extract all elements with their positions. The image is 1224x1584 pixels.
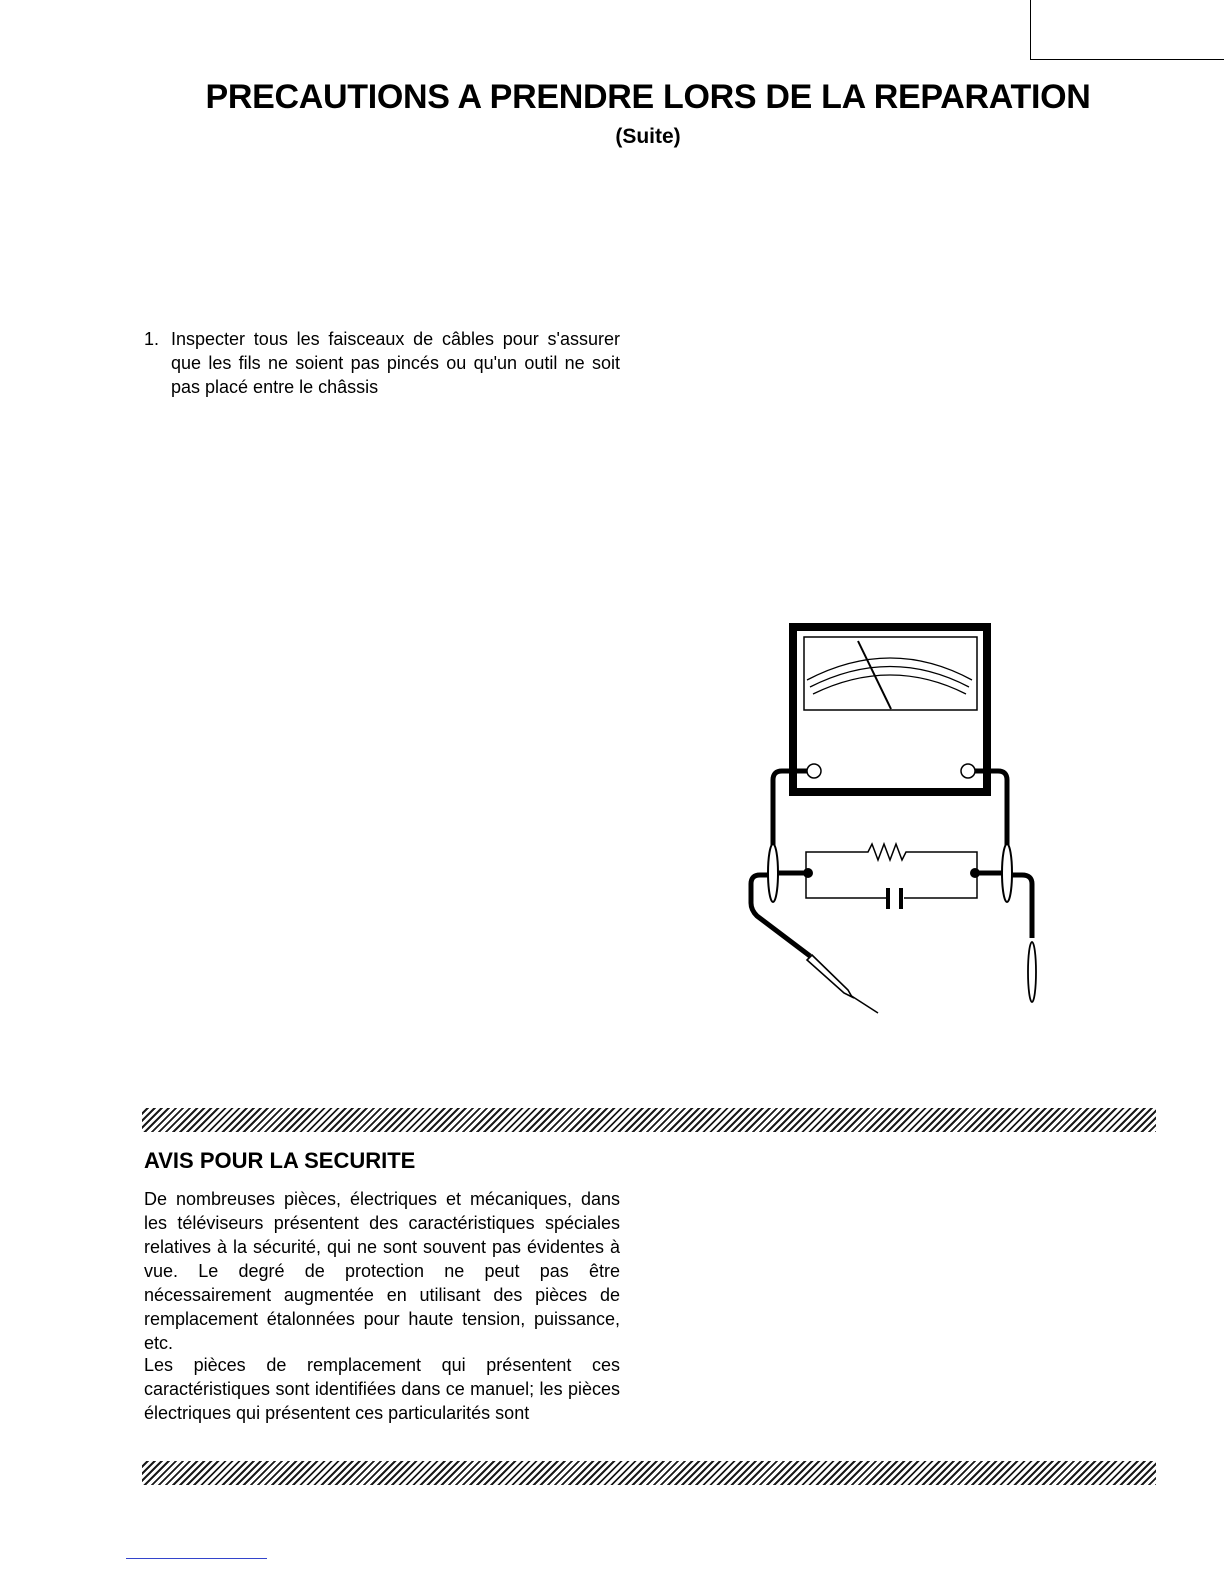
hatched-divider-bottom	[142, 1461, 1156, 1485]
footer-link-line	[126, 1558, 267, 1559]
instruction-text: Inspecter tous les faisceaux de câbles pour s'assurer que les fils ne soient pas pincés ou qu'un outil ne soit pas placé entre le châssis	[171, 329, 620, 397]
meter-scale-arc	[813, 675, 966, 694]
safety-notice-paragraph: De nombreuses pièces, électriques et mécaniques, dans les téléviseurs présentent des caractéristiques spéciales relatives à la sécurité, qui ne sont souvent pas évidentes à vue. Le degré de protection ne peut pas être nécessairement augmentée en utilisant des pièces de remplacement étalonnées pour haute tension, puissance, etc.	[144, 1189, 620, 1353]
instruction-number: 1.	[144, 329, 160, 349]
instruction-item-1	[144, 327, 620, 399]
test-lead-right	[1012, 875, 1032, 938]
probe-clip-right	[1002, 844, 1012, 902]
network-node-right	[970, 868, 980, 878]
meter-terminal-right	[961, 764, 975, 778]
meter-scale-arc	[810, 667, 969, 688]
probe-pencil-right	[1028, 942, 1036, 1002]
network-node-left	[803, 868, 813, 878]
meter-dial-window	[804, 637, 977, 710]
hatched-divider-top	[142, 1108, 1156, 1132]
probe-clip-left	[768, 844, 778, 902]
meter-terminal-left	[807, 764, 821, 778]
analog-meter-test-circuit-icon	[740, 618, 1050, 1018]
probe-pencil-left	[807, 955, 852, 997]
page-title: PRECAUTIONS A PRENDRE LORS DE LA REPARATION	[205, 78, 1091, 116]
page-subtitle: (Suite)	[615, 125, 681, 148]
capacitor-branch	[806, 873, 977, 898]
safety-notice-paragraph: Les pièces de remplacement qui présentent ces caractéristiques sont identifiées dans ce manuel; les pièces électriques qui présentent ces particularités sont	[144, 1355, 620, 1423]
resistor-branch	[806, 844, 977, 873]
probe-tip-left	[850, 995, 878, 1013]
corner-frame	[1030, 0, 1224, 60]
test-lead-left	[751, 875, 810, 956]
safety-notice-title: AVIS POUR LA SECURITE	[144, 1148, 416, 1173]
